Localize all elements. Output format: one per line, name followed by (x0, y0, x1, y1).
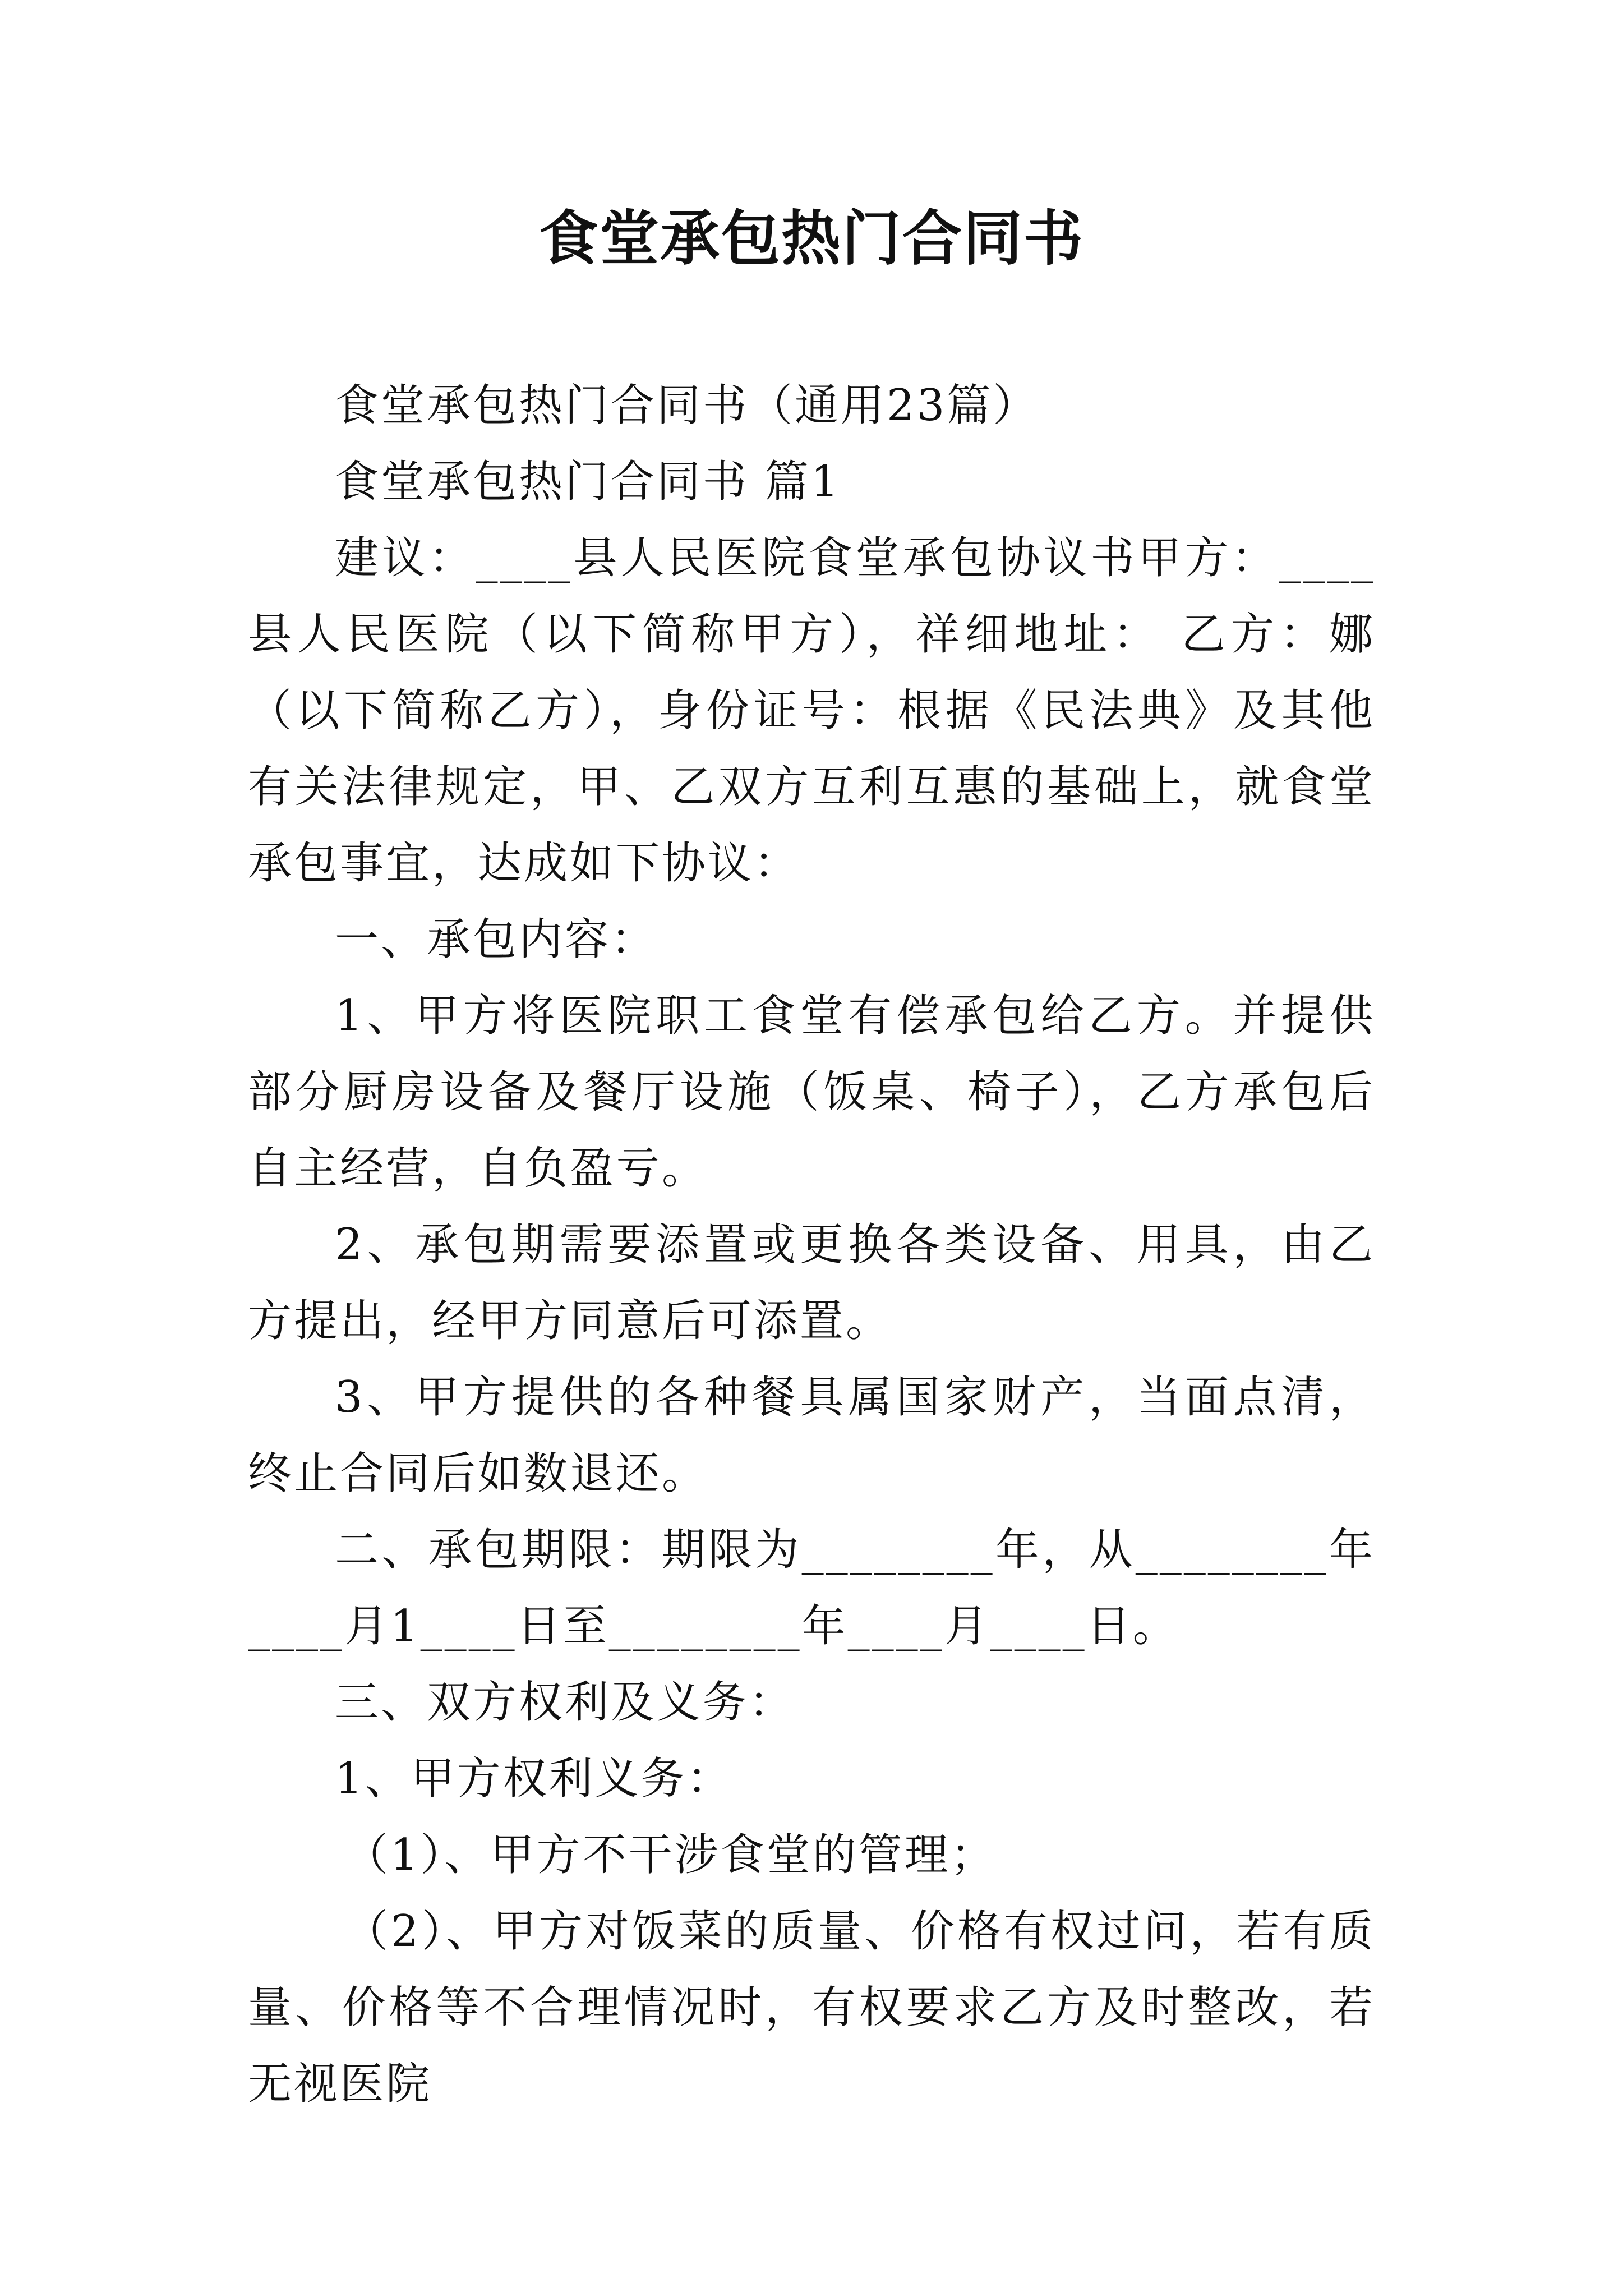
body-paragraph: 2、承包期需要添置或更换各类设备、用具，由乙方提出，经甲方同意后可添置。 (248, 1220, 1375, 1346)
document-body (248, 367, 1375, 2122)
body-paragraph: （1）、甲方不干涉食堂的管理； (344, 1830, 997, 1880)
subtitle-paragraph: 食堂承包热门合同书（通用23篇） (335, 380, 1039, 431)
body-paragraph: 二、承包期限：期限为________年，从________年____月1____日至________年____月____日。 (248, 1525, 1375, 1651)
body-paragraph: 建议：____县人民医院食堂承包协议书甲方：____县人民医院（以下简称甲方），祥细地址： 乙方：娜（以下简称乙方），身份证号：根据《民法典》及其他有关法律规定，甲、乙双方互利互惠的基础上，就食堂承包事宜，达成如下协议： (248, 533, 1375, 889)
section-heading-paragraph: 食堂承包热门合同书 篇1 (335, 457, 841, 507)
document-title: 食堂承包热门合同书 (539, 203, 1084, 273)
body-paragraph: 1、甲方将医院职工食堂有偿承包给乙方。并提供部分厨房设备及餐厅设施（饭桌、椅子），乙方承包后自主经营，自负盈亏。 (248, 991, 1375, 1194)
body-paragraph: 3、甲方提供的各种餐具属国家财产，当面点清，终止合同后如数退还。 (248, 1372, 1375, 1499)
body-paragraph: 三、双方权利及义务： (335, 1677, 795, 1728)
body-paragraph: 1、甲方权利义务： (335, 1754, 733, 1804)
body-paragraph: （2）、甲方对饭菜的质量、价格有权过问，若有质量、价格等不合理情况时，有权要求乙方及时整改，若无视医院 (248, 1906, 1375, 2109)
body-paragraph: 一、承包内容： (335, 914, 657, 965)
